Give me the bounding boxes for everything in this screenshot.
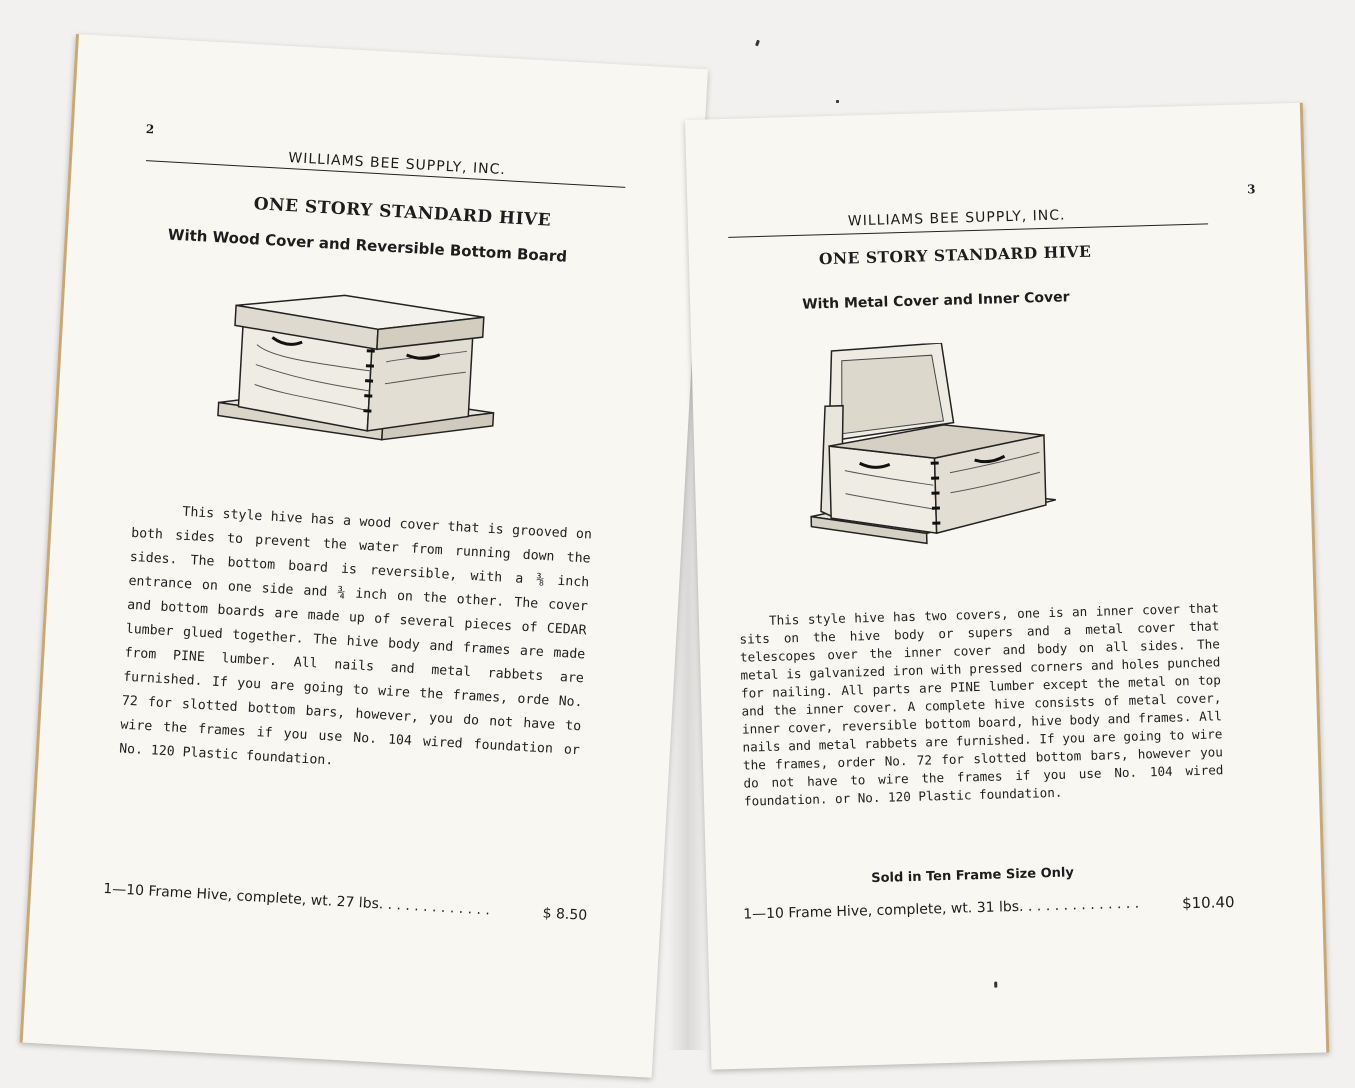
price-item: 1—10 Frame Hive, complete, wt. 31 lbs. . . . . . . . . . . . . . — [742, 895, 1140, 923]
sold-note: Sold in Ten Frame Size Only — [871, 865, 1075, 887]
page-body: This style hive has two covers, one is an inner cover that sits on the hive body or supers and a metal cover that telescopes over the inner cover and body on all sides. The metal is galvanized iron with pressed corners and holes punched for nailing. All parts are PINE lumber except the metal on top and the inner cover. A complete hive consists of metal cover, inner cover, reversible bottom board, hive body and frames. All nails and metal rabbets are furnished. If you are going to wire the frames, order No. 72 for slotted bottom bars, however you do not have to wire the frames if you use No. 104 wired foundation. or No. 120 Plastic foundation. — [739, 600, 1224, 809]
metal-hive-illustration — [801, 340, 1067, 567]
page-title: ONE STORY STANDARD HIVE — [253, 194, 552, 231]
page-header: WILLIAMS BEE SUPPLY, INC. — [287, 150, 507, 179]
page-title: ONE STORY STANDARD HIVE — [818, 241, 1092, 269]
page-number: 3 — [1246, 182, 1256, 197]
wood-hive-illustration — [205, 282, 505, 488]
right-page — [685, 103, 1329, 1070]
surface-speck — [836, 100, 839, 103]
page-subtitle: With Metal Cover and Inner Cover — [801, 289, 1070, 313]
left-page — [20, 34, 708, 1078]
page-subtitle: With Wood Cover and Reversible Bottom Board — [167, 225, 568, 266]
price-value: $10.40 — [1181, 892, 1235, 913]
print-mark — [994, 982, 997, 988]
booklet — [40, 20, 1330, 1080]
price-value: $ 8.50 — [542, 905, 588, 924]
page-number: 2 — [145, 122, 155, 137]
page-body: This style hive has a wood cover that is grooved on both sides to prevent the water from running down the sides. The bottom board is reversible, with a ⅜ inch entrance on one side and ¾ inch on the other. The cover and bottom boards are made up of several pieces of CEDAR lumber glued together. The hive body and frames are made from PINE lumber. All nails and metal rabbets are furnished. If you are going to wire the frames, orde No. 72 for slotted bottom bars, however, you do not have to wire the frames if you use No. 104 wired foundation or No. 120 Plastic foundation. — [118, 504, 593, 769]
price-item: 1—10 Frame Hive, complete, wt. 27 lbs. . . . . . . . . . . . . — [102, 880, 491, 919]
page-header: WILLIAMS BEE SUPPLY, INC. — [847, 207, 1066, 230]
